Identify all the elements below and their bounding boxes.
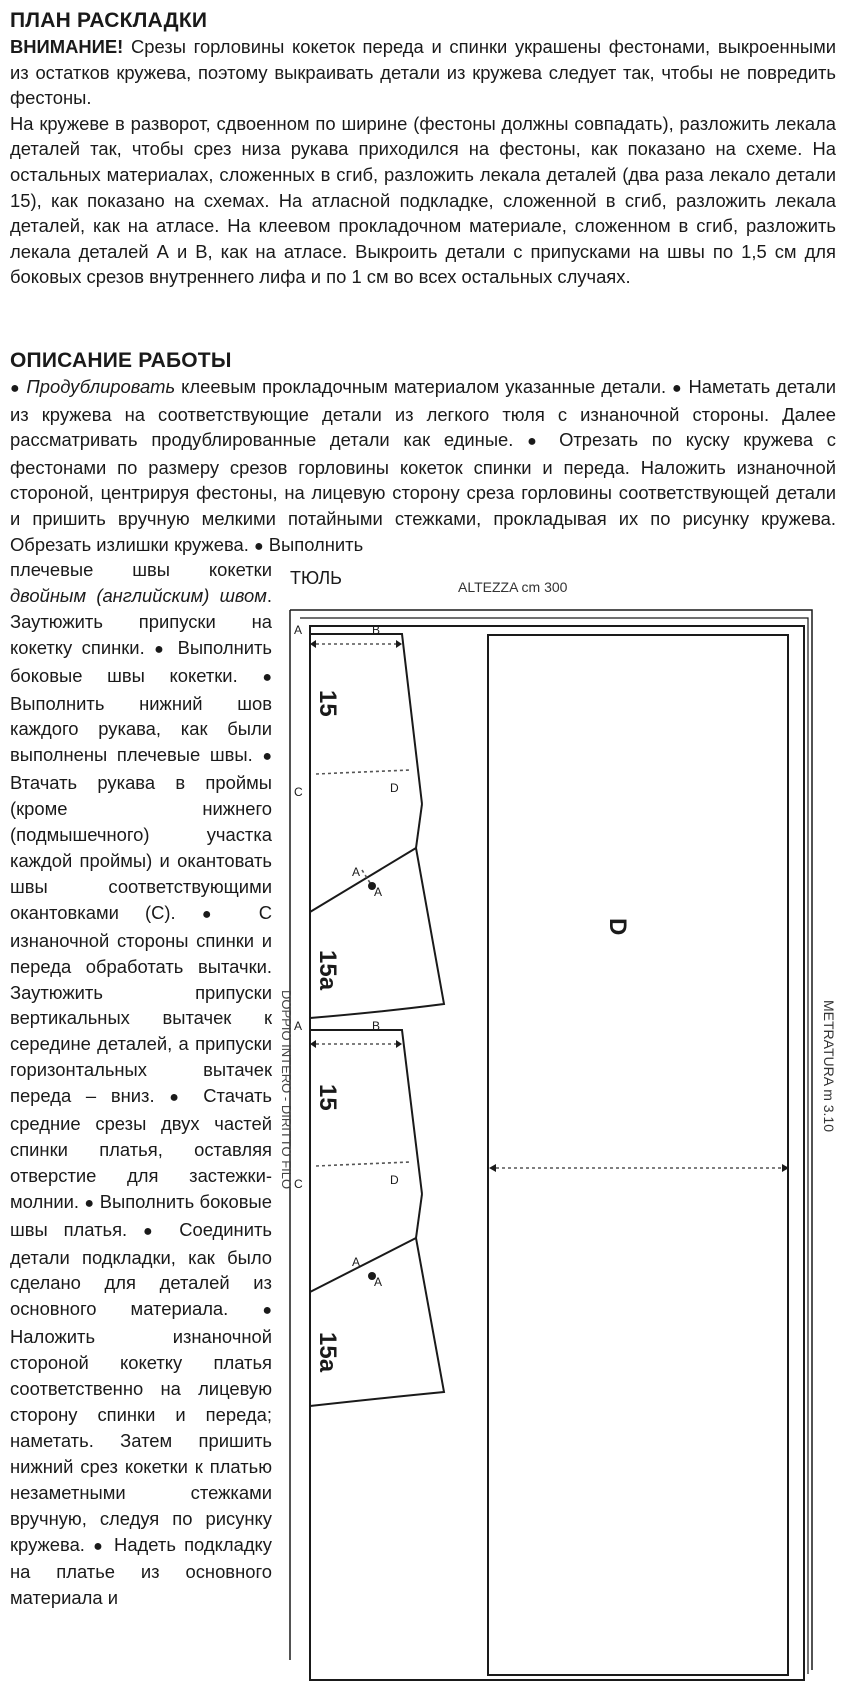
mark-b: B [372, 623, 381, 637]
layout-plan-title: ПЛАН РАСКЛАДКИ [10, 9, 208, 32]
fold-label: DOPPIO INTERO - DIRITTO FILO [279, 990, 294, 1190]
attention-text: Срезы горловины кокеток переда и спинки украшены фестонами, выкроенными из остатков кружева, поэтому выкраивать детали из кружева следует так, чтобы не повредить фестоны. [10, 36, 836, 109]
fabric-top-edge [290, 610, 812, 1670]
length-label: METRATURA m 3.10 [821, 1000, 837, 1132]
bullet-icon: ● [527, 433, 546, 451]
fabric-label: ТЮЛЬ [290, 568, 342, 588]
piece-15a-outline [310, 848, 444, 1018]
piece-15a-outline-2 [310, 1238, 444, 1406]
work-text: Стачать средние срезы двух частей спинки платья, оставляя отверстие для застежки-молнии. [10, 1085, 272, 1212]
bullet-icon: ● [253, 537, 264, 555]
bullet-icon: ● [154, 640, 169, 658]
piece-label-15: 15 [314, 690, 341, 717]
italic-term: двойным (английским) швом [10, 584, 267, 606]
bullet-icon: ● [10, 380, 21, 397]
work-text: . Заутюжить припуски на кокетку спинки. [10, 584, 272, 658]
arrow-icon [396, 1040, 402, 1048]
work-description-title: ОПИСАНИЕ РАБОТЫ [10, 349, 232, 372]
work-text: Выполнить боковые швы платья. [10, 1190, 272, 1240]
width-label: ALTEZZA cm 300 [458, 579, 568, 595]
mark-d: D [390, 1173, 399, 1187]
bullet-icon: ● [201, 905, 233, 923]
bullet-icon: ● [262, 748, 272, 766]
work-description-section [10, 348, 836, 559]
fabric-inner-edge [300, 618, 808, 1674]
piece-label-15a: 15a [314, 950, 341, 991]
attention-label: ВНИМАНИЕ! [10, 36, 124, 57]
work-description-column [10, 557, 272, 1611]
mark-b: B [372, 1019, 381, 1033]
piece-15-lower-edge-2 [416, 1194, 422, 1238]
work-text: Надеть подкладку на платье из основного материала и [10, 1533, 272, 1609]
mark-a: A [294, 1019, 303, 1033]
italic-term: Продублировать [26, 376, 176, 397]
piece-15-lower-edge [416, 804, 422, 848]
work-text: Отрезать по куску кружева с фестонами по размеру срезов горловины кокеток спинки и переда. Наложить изнаночной стороной, центрируя фестоны, на лицевую сторону среза горловины соответствующей детали и пришить вручную мелкими потайными стежками, прокладывая их по рисунку кружева. Обрезать излишки кружева. [10, 429, 836, 555]
attention-paragraph [10, 34, 836, 111]
bullet-icon: ● [84, 1194, 95, 1212]
work-text: плечевые швы кокетки [10, 559, 272, 580]
fabric-outline [310, 626, 804, 1680]
mark-c: C [294, 1177, 303, 1191]
mark-a: A [374, 1275, 383, 1289]
bullet-icon: ● [672, 380, 683, 397]
mark-c: C [294, 785, 303, 799]
work-text: Выполнить [263, 533, 364, 555]
work-text: Втачать рукава в проймы (кроме нижнего (подмышечного) участка каждой проймы) и окантовать швы соответствующими окантовками (С). [10, 772, 272, 923]
bullet-icon: ● [262, 1302, 272, 1320]
piece-15-outline-2 [310, 1030, 422, 1194]
arrow-icon [396, 640, 402, 648]
arrow-icon [489, 1164, 496, 1172]
bullet-icon: ● [143, 1222, 164, 1240]
work-text: Наложить изнаночной стороной кокетку платья соответственно на лицевую сторону спинки и переда; наметать. Затем пришить нижний срез кокетки к платью незаметными стежками вручную, следуя по рисунку кружева. [10, 1326, 272, 1555]
work-text: Соединить детали подкладки, как было сделано для деталей из основного материала. [10, 1218, 272, 1320]
cutting-layout-diagram [279, 568, 849, 1684]
piece-label-d: D [604, 918, 631, 936]
mark-d: D [390, 781, 399, 795]
work-text: клеевым прокладочным материалом указанные детали. [175, 376, 673, 397]
bullet-icon: ● [93, 1537, 106, 1555]
grain-line [316, 770, 410, 774]
work-text: Выполнить нижний шов каждого рукава, как были выполнены плечевые швы. [10, 692, 272, 766]
layout-instructions: На кружеве в разворот, сдвоенном по ширине (фестоны должны совпадать), разложить лекала деталей так, чтобы срез низа рукава приходился на фестоны, как показано на схеме. На остальных материалах, сложенных в сгиб, разложить лекала деталей (два раза лекало детали 15), как показано на схемах. На атласной подкладке, сложенной в сгиб, разложить лекала деталей, как на атласе. На клеевом прокладочном материале, сложенном в сгиб, разложить лекала деталей А и В, как на атласе. Выкроить детали с припусками на швы по 1,5 см для боковых срезов внутреннего лифа и по 1 см во всех остальных случаях. [10, 112, 836, 288]
page [10, 8, 836, 555]
work-text: Выполнить боковые швы кокетки. [10, 636, 272, 686]
mark-a: A [294, 623, 303, 637]
piece-label-15a-2: 15a [314, 1332, 341, 1373]
piece-15-outline [310, 634, 422, 804]
work-text: С изнаночной стороны спинки и переда обработать вытачки. Заутюжить припуски вертикальных вытачек к середине деталей, а припуски горизонтальных вытачек переда – вниз. [10, 901, 272, 1107]
mark-a: A [352, 1255, 361, 1269]
mark-a: A [352, 865, 361, 879]
piece-label-15-2: 15 [314, 1084, 341, 1111]
bullet-icon: ● [169, 1089, 189, 1107]
work-text: Наметать детали из кружева на соответствующие детали из легкого тюля с изнаночной стороны. Далее рассматривать продублированные детали как единые. [10, 376, 836, 451]
work-description-lead [10, 374, 836, 559]
mark-a: A [374, 885, 383, 899]
grain-line [316, 1162, 410, 1166]
piece-d-outline [488, 635, 788, 1675]
bullet-icon: ● [262, 668, 272, 686]
